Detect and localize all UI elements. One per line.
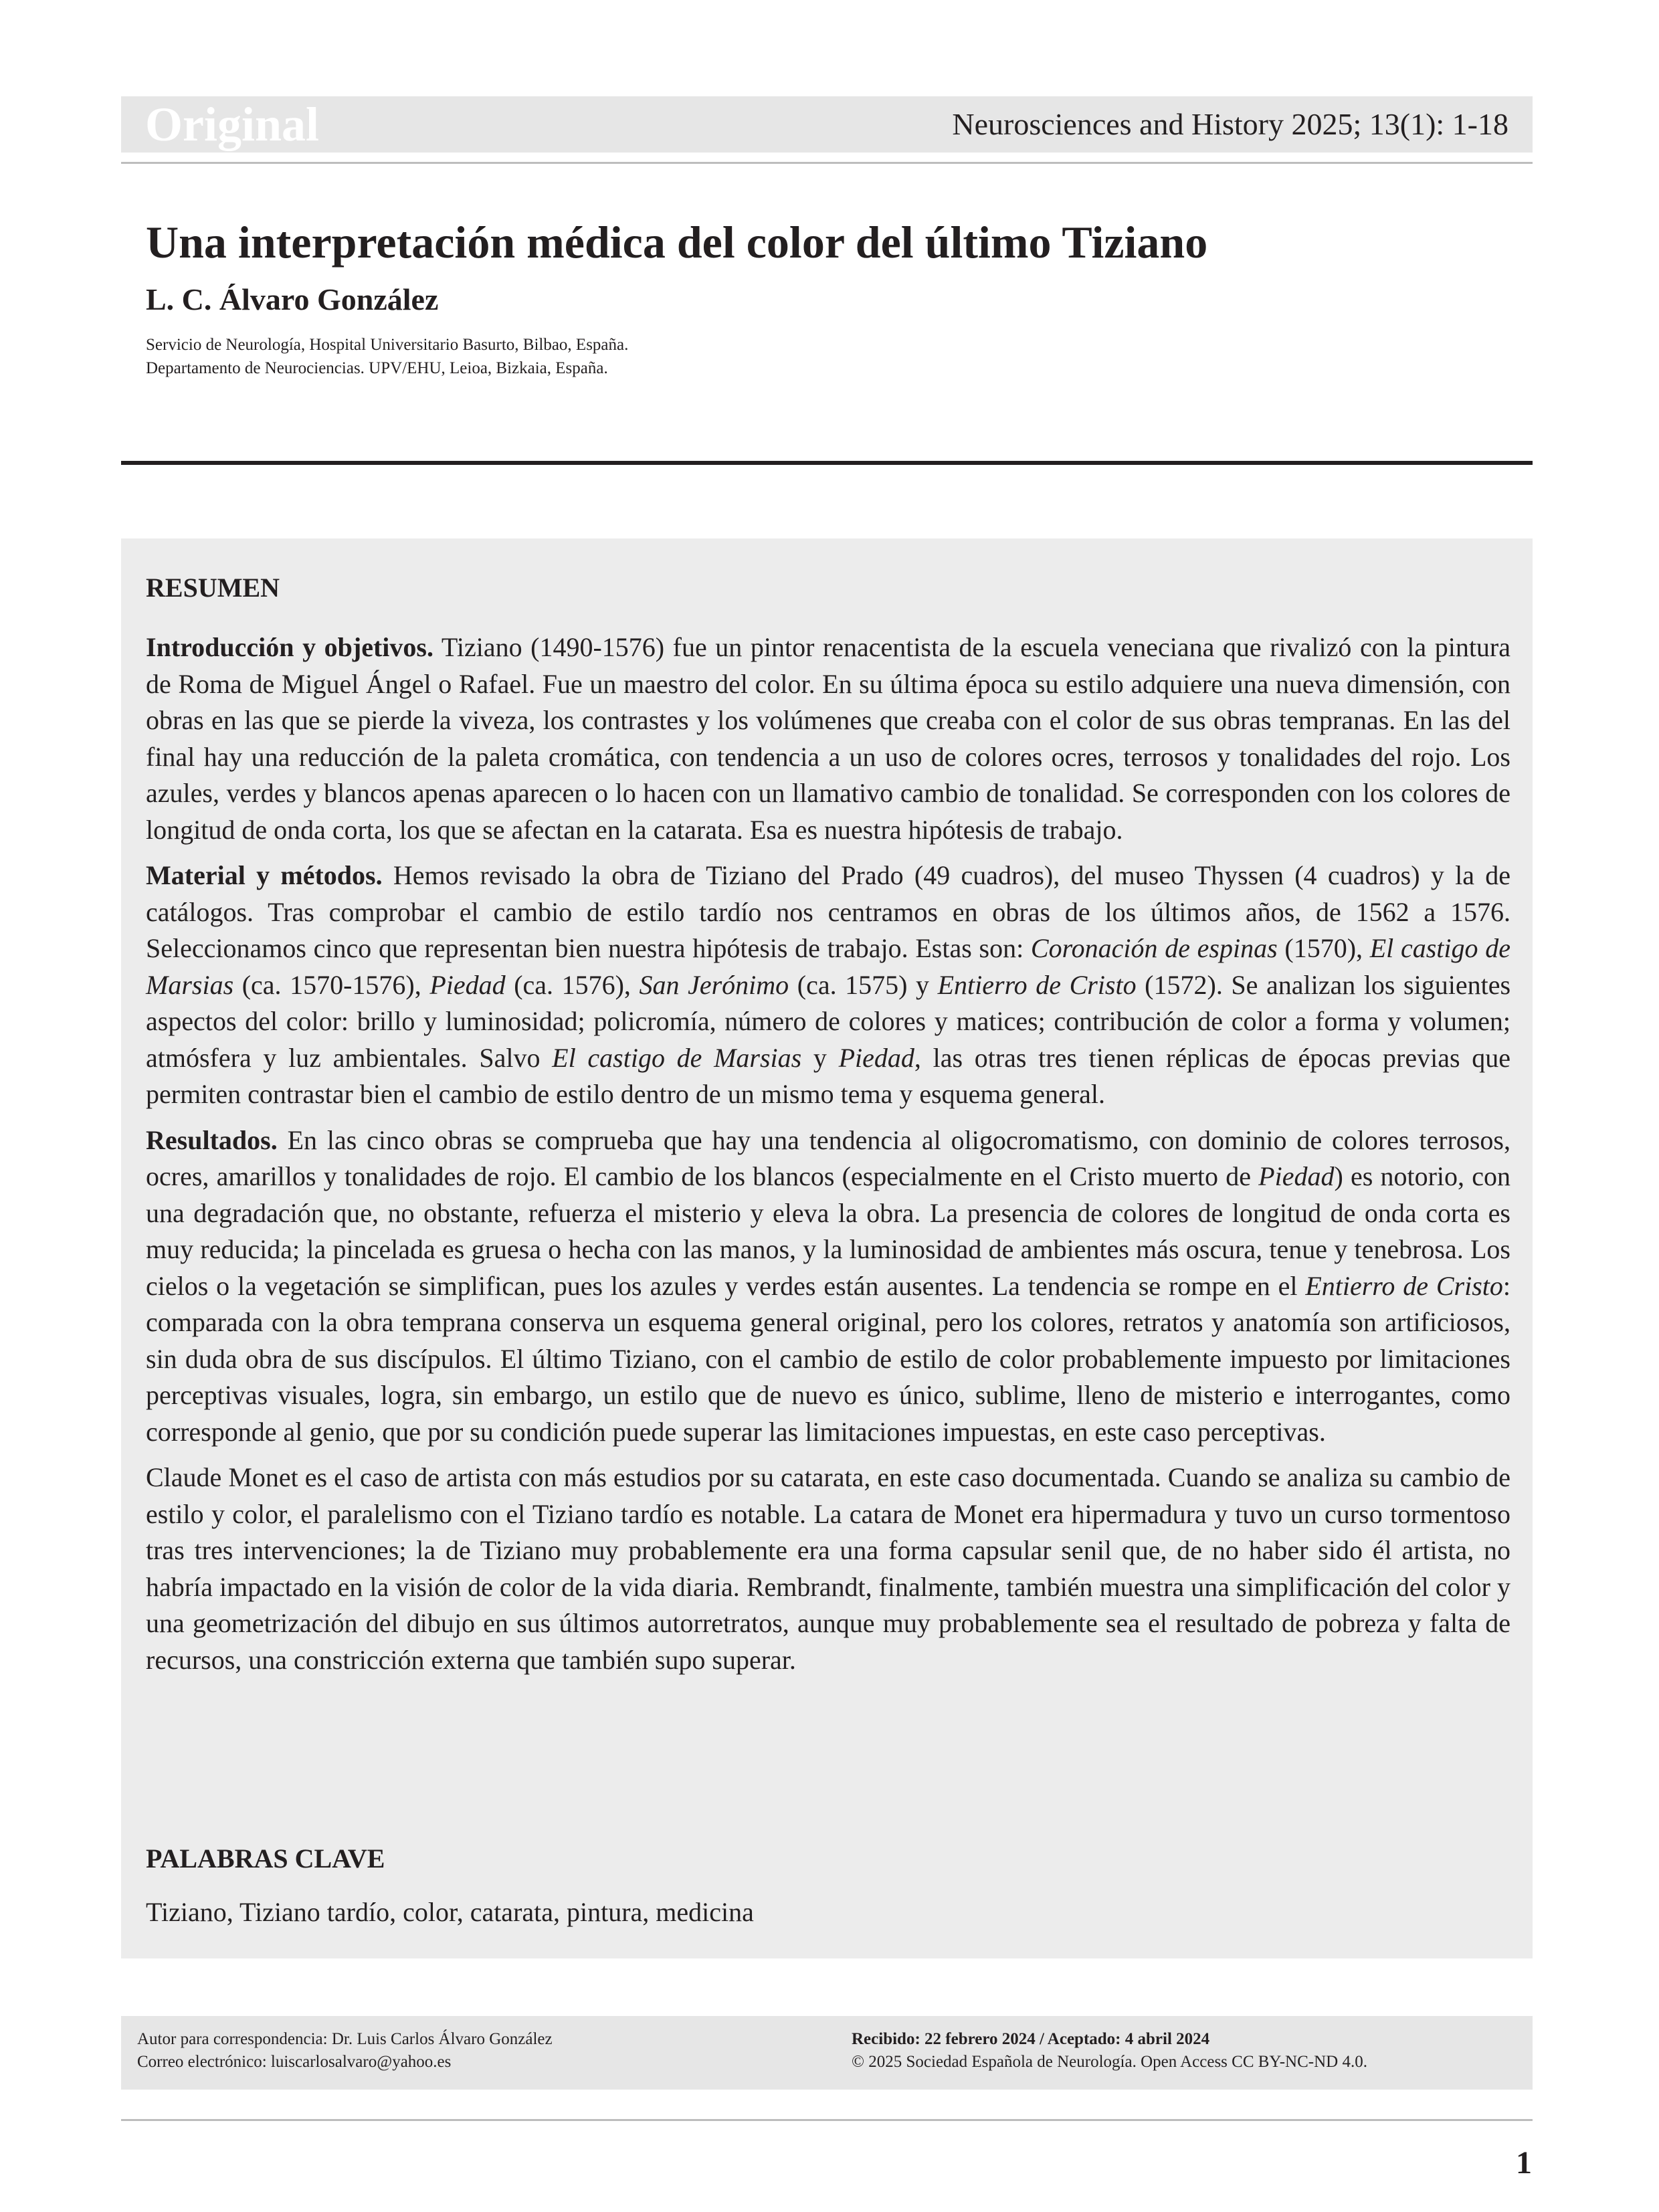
results-label: Resultados. — [146, 1124, 278, 1155]
page-number: 1 — [1516, 2145, 1532, 2181]
license-notice: © 2025 Sociedad Española de Neurología. Open Access CC BY-NC-ND 4.0. — [852, 2053, 1367, 2071]
affiliation-2: Departamento de Neurociencias. UPV/EHU, Leioa, Bizkaia, España. — [146, 359, 608, 377]
section-label: Original — [145, 98, 320, 151]
author-name: L. C. Álvaro González — [146, 282, 439, 316]
article-title: Una interpretación médica del color del último Tiziano — [146, 217, 1208, 268]
correspondence-author: Autor para correspondencia: Dr. Luis Carlos Álvaro González — [137, 2030, 553, 2048]
journal-citation: Neurosciences and History 2025; 13(1): 1-18 — [952, 107, 1508, 141]
abstract-box — [121, 538, 1533, 1958]
header-band — [121, 96, 1533, 153]
footer-divider — [121, 2119, 1533, 2121]
affiliation-1: Servicio de Neurología, Hospital Universitario Basurto, Bilbao, España. — [146, 336, 629, 354]
abstract-heading: RESUMEN — [146, 573, 280, 603]
title-divider — [121, 461, 1533, 465]
keywords-heading: PALABRAS CLAVE — [146, 1843, 385, 1874]
correspondence-email: Correo electrónico: luiscarlosalvaro@yahoo.es — [137, 2053, 452, 2071]
affiliations — [146, 333, 628, 380]
header-divider — [121, 162, 1533, 164]
methods-label: Material y métodos. — [146, 860, 383, 890]
keywords-list: Tiziano, Tiziano tardío, color, catarata, pintura, medicina — [146, 1897, 754, 1927]
correspondence-footer — [121, 2016, 1533, 2090]
received-accepted-dates: Recibido: 22 febrero 2024 / Aceptado: 4 abril 2024 — [852, 2030, 1210, 2048]
abstract-conclusion: Claude Monet es el caso de artista con más estudios por su catarata, en este caso documentada. Cuando se analiza su cambio de estilo y color, el paralelismo con el Tiziano tardío es notable. La catara de Monet era hipermadura y tuvo un curso tormentoso tras tres intervenciones; la de Tiziano muy probablemente era una forma capsular senil que, de no haber sido él artista, no habría impactado en la visión de color de la vida diaria. Rembrandt, finalmente, también muestra una simplificación del color y una geometrización del dibujo en sus últimos autorretratos, aunque muy probablemente sea el resultado de pobreza y falta de recursos, una constricción externa que también supo superar. — [146, 1462, 1510, 1675]
abstract-results: Resultados. En las cinco obras se comprueba que hay una tendencia al oligocromatismo, con dominio de colores terrosos, ocres, amarillos y tonalidades de rojo. El cambio de los blancos (especialmente en el Cristo muerto de Piedad) es notorio, con una degradación que, no obstante, refuerza el misterio y eleva la obra. La presencia de colores de longitud de onda corta es muy reducida; la pincelada es gruesa o hecha con las manos, y la luminosidad de ambientes más oscura, tenue y tenebrosa. Los cielos o la vegetación se simplifican, pues los azules y verdes están ausentes. La tendencia se rompe en el Entierro de Cristo: comparada con la obra temprana conserva un esquema general original, pero los colores, retratos y anatomía son artificiosos, sin duda obra de sus discípulos. El último Tiziano, con el cambio de estilo de color probablemente impuesto por limitaciones perceptivas visuales, logra, sin embargo, un estilo que de nuevo es único, sublime, lleno de misterio e interrogantes, como corresponde al genio, que por su condición puede superar las limitaciones impuestas, en este caso perceptivas. — [146, 1124, 1511, 1447]
intro-label: Introducción y objetivos. — [146, 632, 433, 662]
abstract-methods: Material y métodos. Hemos revisado la obra de Tiziano del Prado (49 cuadros), del museo Thyssen (4 cuadros) y la de catálogos. Tras comprobar el cambio de estilo tardío nos centramos en obras de los últimos años, de 1562 a 1576. Seleccionamos cinco que representan bien nuestra hipótesis de trabajo. Estas son: Coronación de espinas (1570), El castigo de Marsias (ca. 1570-1576), Piedad (ca. 1576), San Jerónimo (ca. 1575) y Entierro de Cristo (1572). Se analizan los siguientes aspectos del color: brillo y luminosidad; policromía, número de colores y matices; contribución de color a forma y volumen; atmósfera y luz ambientales. Salvo El castigo de Marsias y Piedad, las otras tres tienen réplicas de épocas previas que permiten contrastar bien el cambio de estilo dentro de un mismo tema y esquema general. — [146, 860, 1511, 1109]
abstract-body — [146, 629, 1510, 1688]
abstract-intro: Introducción y objetivos. Tiziano (1490-1576) fue un pintor renacentista de la escuela veneciana que rivalizó con la pintura de Roma de Miguel Ángel o Rafael. Fue un maestro del color. En su última época su estilo adquiere una nueva dimensión, con obras en las que se pierde la viveza, los contrastes y los volúmenes que creaba con el color de sus obras tempranas. En las del final hay una reducción de la paleta cromática, con tendencia a un uso de colores ocres, terrosos y tonalidades del rojo. Los azules, verdes y blancos apenas aparecen o lo hacen con un llamativo cambio de tonalidad. Se corresponden con los colores de longitud de onda corta, los que se afectan en la catarata. Esa es nuestra hipótesis de trabajo. — [146, 632, 1511, 845]
